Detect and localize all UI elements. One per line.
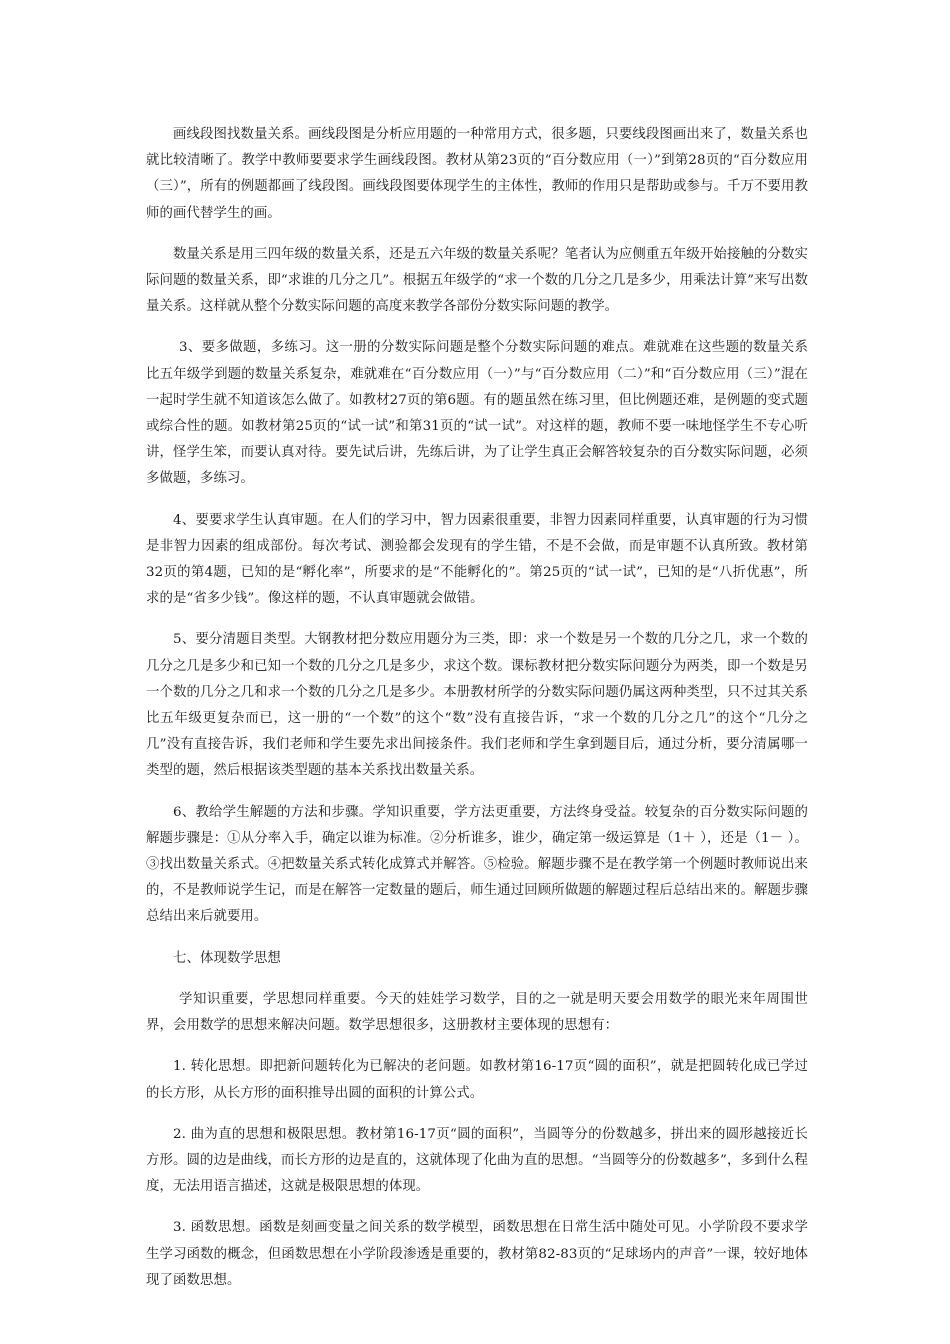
- paragraph-line-segment-diagram: 画线段图找数量关系。画线段图是分析应用题的一种常用方式，很多题，只要线段图画出来了，数量关系也就比较清晰了。教学中教师要要求学生画线段图。教材从第23页的“百分数应用（一）”到第28页的“百分数应用（三）”，所有的例题都画了线段图。画线段图要体现学生的主体性，教师的作用只是帮助或参与。千万不要用教师的画代替学生的画。: [146, 127, 808, 221]
- paragraph-curve-to-straight: 2. 曲为直的思想和极限思想。教材第16-17页“圆的面积”，当圆等分的份数越多，拼出来的圆形越接近长方形。圆的边是曲线，而长方形的边是直的，这就体现了化曲为直的思想。“当圆等分的份数越多”，多到什么程度，无法用语言描述，这就是极限思想的体现。: [146, 1126, 808, 1195]
- paragraph-thinking-intro: 学知识重要，学思想同样重要。今天的娃娃学习数学，目的之一就是明天要会用数学的眼光来年周围世界，会用数学的思想来解决问题。数学思想很多，这册教材主要体现的思想有：: [146, 991, 808, 1034]
- paragraph-careful-reading: 4、要要求学生认真审题。在人们的学习中，智力因素很重要，非智力因素同样重要，认真审题的行为习惯是非智力因素的组成部份。每次考试、测验都会发现有的学生错，不是不会做，而是审题不认真所致。教材第32页的第4题，已知的是“孵化率”，所要求的是“不能孵化的”。第25页的“试一试”，已知的是“八折优惠”，所求的是“省多少钱”。像这样的题，不认真审题就会做错。: [146, 512, 808, 607]
- paragraph-function-thinking: 3. 函数思想。函数是刻画变量之间关系的数学模型，函数思想在日常生活中随处可见。小学阶段不要求学生学习函数的概念，但函数思想在小学阶段渗透是重要的，教材第82-83页的“足球场内的声音”一课，较好地体现了函数思想。: [146, 1220, 808, 1288]
- paragraph-transformation: 1. 转化思想。即把新问题转化为已解决的老问题。如教材第16-17页“圆的面积”，就是把圆转化成已学过的长方形，从长方形的面积推导出圆的面积的计算公式。: [146, 1059, 808, 1101]
- section-heading-math-thinking: 七、体现数学思想: [173, 950, 281, 966]
- paragraph-more-practice: 3、要多做题，多练习。这一册的分数实际问题是整个分数实际问题的难点。难就难在这些题的数量关系比五年级学到题的数量关系复杂，难就难在“百分数应用（一）”与“百分数应用（二）”和“百分数应用（三）”混在一起时学生就不知道该怎么做了。如教材27页的第6题。有的题虽然在练习里，但比例题还难，是例题的变式题或综合性的题。如教材第25页的“试一试”和第31页的“试一试”。对这样的题，教师不要一味地怪学生不专心听讲，怪学生笨，而要认真对待。要先试后讲，先练后讲，为了让学生真正会解答较复杂的百分数实际问题，必须多做题，多练习。: [146, 340, 808, 487]
- paragraph-problem-types: 5、要分清题目类型。大钢教材把分数应用题分为三类，即：求一个数是另一个数的几分之几，求一个数的几分之几是多少和已知一个数的几分之几是多少，求这个数。课标教材把分数实际问题分为两类，即一个数是另一个数的几分之几和求一个数的几分之几是多少。本册教材所学的分数实际问题仍属这两种类型，只不过其关系比五年级更复杂而已，这一册的“一个数”的这个“数”没有直接告诉，“求一个数的几分之几”的这个“几分之几”没有直接告诉，我们老师和学生要先求出间接条件。我们老师和学生拿到题目后，通过分析，要分清属哪一类型的题，然后根据该类型题的基本关系找出数量关系。: [146, 632, 808, 779]
- paragraph-quantity-relation: 数量关系是用三四年级的数量关系，还是五六年级的数量关系呢？笔者认为应侧重五年级开始接触的分数实际问题的数量关系，即“求谁的几分之几”。根据五年级学的“求一个数的几分之几是多少，用乘法计算”来写出数量关系。这样就从整个分数实际问题的高度来教学各部份分数实际问题的教学。: [146, 246, 808, 315]
- document-body: [146, 122, 808, 1309]
- paragraph-solving-steps: 6、教给学生解题的方法和步骤。学知识重要，学方法更重要，方法终身受益。较复杂的百分数实际问题的解题步骤是：①从分率入手，确定以谁为标准。②分析谁多，谁少，确定第一级运算是（1＋ ），还是（1－ ）。③找出数量关系式。④把数量关系式转化成算式并解答。⑤检验。解题步骤不是在教学第一个例题时教师说出来的，不是教师说学生记，而是在解答一定数量的题后，师生通过回顾所做题的解题过程后总结出来的。解题步骤总结出来后就要用。: [146, 804, 808, 925]
